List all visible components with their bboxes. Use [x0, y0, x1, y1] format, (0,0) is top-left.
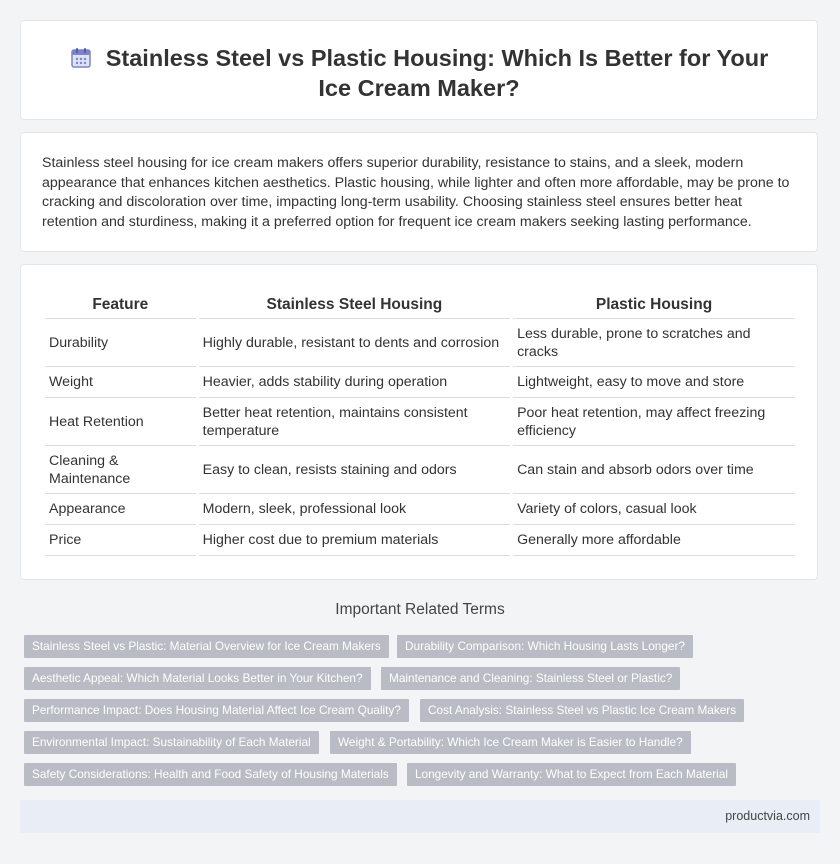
feature-cell: Heat Retention — [45, 398, 196, 446]
footer-site-link[interactable]: productvia.com — [725, 809, 810, 823]
stainless-cell: Modern, sleek, professional look — [199, 494, 510, 525]
feature-cell: Price — [45, 525, 196, 556]
related-tag-weight[interactable]: Weight & Portability: Which Ice Cream Maker is Easier to Handle? — [330, 731, 691, 754]
related-terms-heading: Important Related Terms — [335, 601, 505, 618]
plastic-cell: Lightweight, easy to move and store — [513, 367, 795, 398]
related-tag-longevity[interactable]: Longevity and Warranty: What to Expect from Each Material — [407, 763, 736, 786]
intro-paragraph: Stainless steel housing for ice cream makers offers superior durability, resistance to stains, and a sleek, modern appearance that enhances kitchen aesthetics. Plastic housing, while lighter and often more affordable, may be prone to cracking and discoloration over time, impacting long-term usability. Choosing stainless steel ensures better heat retention and sturdiness, making it a preferred option for frequent ice cream makers seeking lasting performance. — [42, 155, 790, 230]
table-row — [45, 525, 795, 556]
feature-cell: Appearance — [45, 494, 196, 525]
plastic-cell: Generally more affordable — [513, 525, 795, 556]
page-title — [21, 43, 817, 103]
plastic-cell: Poor heat retention, may affect freezing efficiency — [513, 398, 795, 446]
table-row — [45, 398, 795, 446]
stainless-cell: Easy to clean, resists staining and odors — [199, 446, 510, 494]
comparison-card — [20, 264, 818, 580]
intro-card — [20, 132, 818, 252]
related-tag-safety[interactable]: Safety Considerations: Health and Food Safety of Housing Materials — [24, 763, 397, 786]
stainless-cell: Higher cost due to premium materials — [199, 525, 510, 556]
related-tag-performance[interactable]: Performance Impact: Does Housing Material Affect Ice Cream Quality? — [24, 699, 409, 722]
table-row — [45, 446, 795, 494]
column-header-plastic: Plastic Housing — [513, 292, 795, 319]
calendar-icon — [70, 47, 92, 69]
table-row — [45, 319, 795, 367]
related-tag-material-overview[interactable]: Stainless Steel vs Plastic: Material Overview for Ice Cream Makers — [24, 635, 389, 658]
plastic-cell: Variety of colors, casual look — [513, 494, 795, 525]
table-header-row — [45, 292, 795, 319]
comparison-table — [42, 292, 798, 556]
column-header-feature: Feature — [45, 292, 196, 319]
stainless-cell: Heavier, adds stability during operation — [199, 367, 510, 398]
feature-cell: Durability — [45, 319, 196, 367]
stainless-cell: Highly durable, resistant to dents and corrosion — [199, 319, 510, 367]
footer — [20, 800, 820, 833]
plastic-cell: Less durable, prone to scratches and cracks — [513, 319, 795, 367]
table-row — [45, 367, 795, 398]
related-tag-environmental[interactable]: Environmental Impact: Sustainability of Each Material — [24, 731, 319, 754]
related-tag-cost[interactable]: Cost Analysis: Stainless Steel vs Plastic Ice Cream Makers — [420, 699, 744, 722]
header-card — [20, 20, 818, 120]
related-tag-aesthetic[interactable]: Aesthetic Appeal: Which Material Looks Better in Your Kitchen? — [24, 667, 371, 690]
page-title-text: Stainless Steel vs Plastic Housing: Which Is Better for Your Ice Cream Maker? — [105, 45, 769, 101]
related-tag-maintenance[interactable]: Maintenance and Cleaning: Stainless Steel or Plastic? — [381, 667, 680, 690]
related-tag-durability[interactable]: Durability Comparison: Which Housing Lasts Longer? — [397, 635, 693, 658]
feature-cell: Cleaning & Maintenance — [45, 446, 196, 494]
table-row — [45, 494, 795, 525]
stainless-cell: Better heat retention, maintains consistent temperature — [199, 398, 510, 446]
column-header-stainless: Stainless Steel Housing — [199, 292, 510, 319]
plastic-cell: Can stain and absorb odors over time — [513, 446, 795, 494]
feature-cell: Weight — [45, 367, 196, 398]
